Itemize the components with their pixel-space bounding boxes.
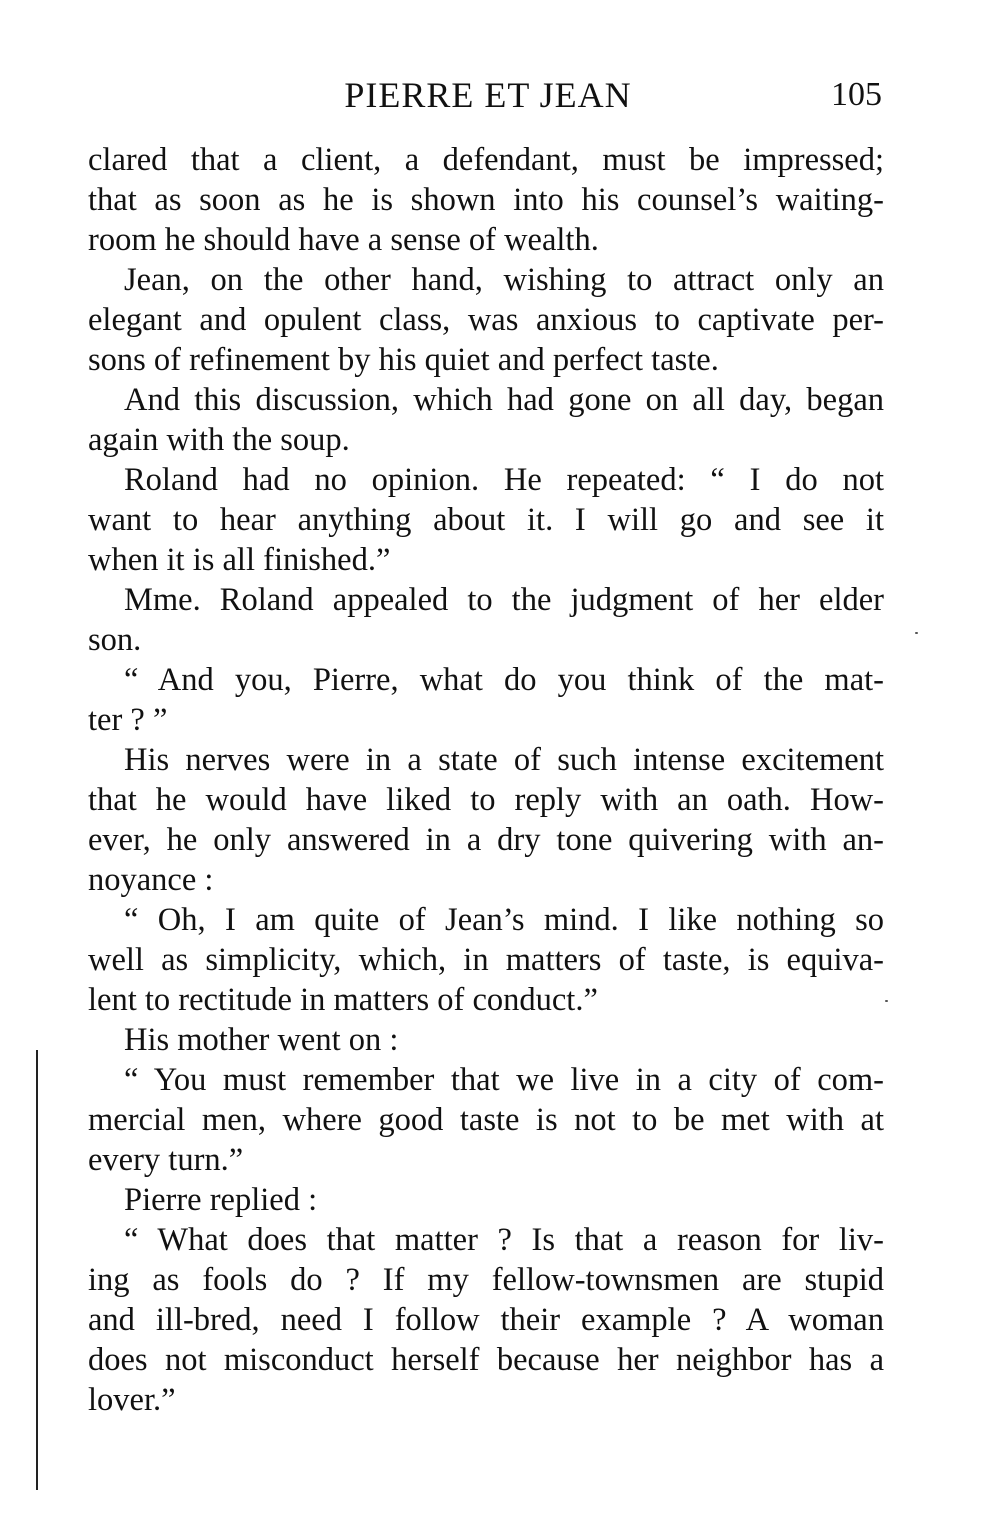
text-line: clared that a client, a defendant, must be impressed; [88, 142, 884, 178]
text-line: well as simplicity, which, in matters of taste, is equiva- [88, 942, 884, 978]
text-line: “ Oh, I am quite of Jean’s mind. I like nothing so [124, 902, 884, 938]
text-line: His mother went on : [124, 1022, 399, 1058]
text-line: that as soon as he is shown into his counsel’s waiting- [88, 182, 884, 218]
body-text [88, 140, 884, 1420]
text-line: ever, he only answered in a dry tone quivering with an- [88, 822, 884, 858]
text-line: when it is all finished.” [88, 542, 391, 578]
text-line: And this discussion, which had gone on all day, began [124, 382, 884, 418]
text-line: does not misconduct herself because her neighbor has a [88, 1342, 884, 1378]
text-line: son. [88, 622, 142, 658]
text-line: ing as fools do ? If my fellow-townsmen are stupid [88, 1262, 884, 1298]
text-line: room he should have a sense of wealth. [88, 222, 599, 258]
text-line: lent to rectitude in matters of conduct.” [88, 982, 598, 1018]
text-line: and ill-bred, need I follow their example ? A woman [88, 1302, 884, 1338]
text-line: Roland had no opinion. He repeated: “ I do not [124, 462, 884, 498]
text-line: “ What does that matter ? Is that a reason for liv- [124, 1222, 884, 1258]
gutter-scan-line [36, 1050, 38, 1490]
scan-speck [915, 632, 918, 634]
text-line: “ And you, Pierre, what do you think of the mat- [124, 662, 884, 698]
text-line: His nerves were in a state of such intense excitement [124, 742, 884, 778]
text-line: every turn.” [88, 1142, 244, 1178]
text-line: again with the soup. [88, 422, 350, 458]
text-line: mercial men, where good taste is not to be met with at [88, 1102, 884, 1138]
text-line: ter ? ” [88, 702, 168, 738]
text-line: want to hear anything about it. I will go and see it [88, 502, 884, 538]
scan-speck [885, 1000, 888, 1002]
text-line: noyance : [88, 862, 214, 898]
text-line: Pierre replied : [124, 1182, 318, 1218]
text-line: Jean, on the other hand, wishing to attract only an [124, 262, 884, 298]
running-head-title: PIERRE ET JEAN [344, 75, 632, 115]
text-line: that he would have liked to reply with an oath. How- [88, 782, 884, 818]
text-line: lover.” [88, 1382, 176, 1418]
text-line: sons of refinement by his quiet and perfect taste. [88, 342, 719, 378]
text-line: Mme. Roland appealed to the judgment of her elder [124, 582, 884, 618]
running-head [88, 70, 888, 120]
page-number: 105 [831, 76, 882, 113]
text-line: “ You must remember that we live in a city of com- [124, 1062, 884, 1098]
text-line: elegant and opulent class, was anxious to captivate per- [88, 302, 884, 338]
